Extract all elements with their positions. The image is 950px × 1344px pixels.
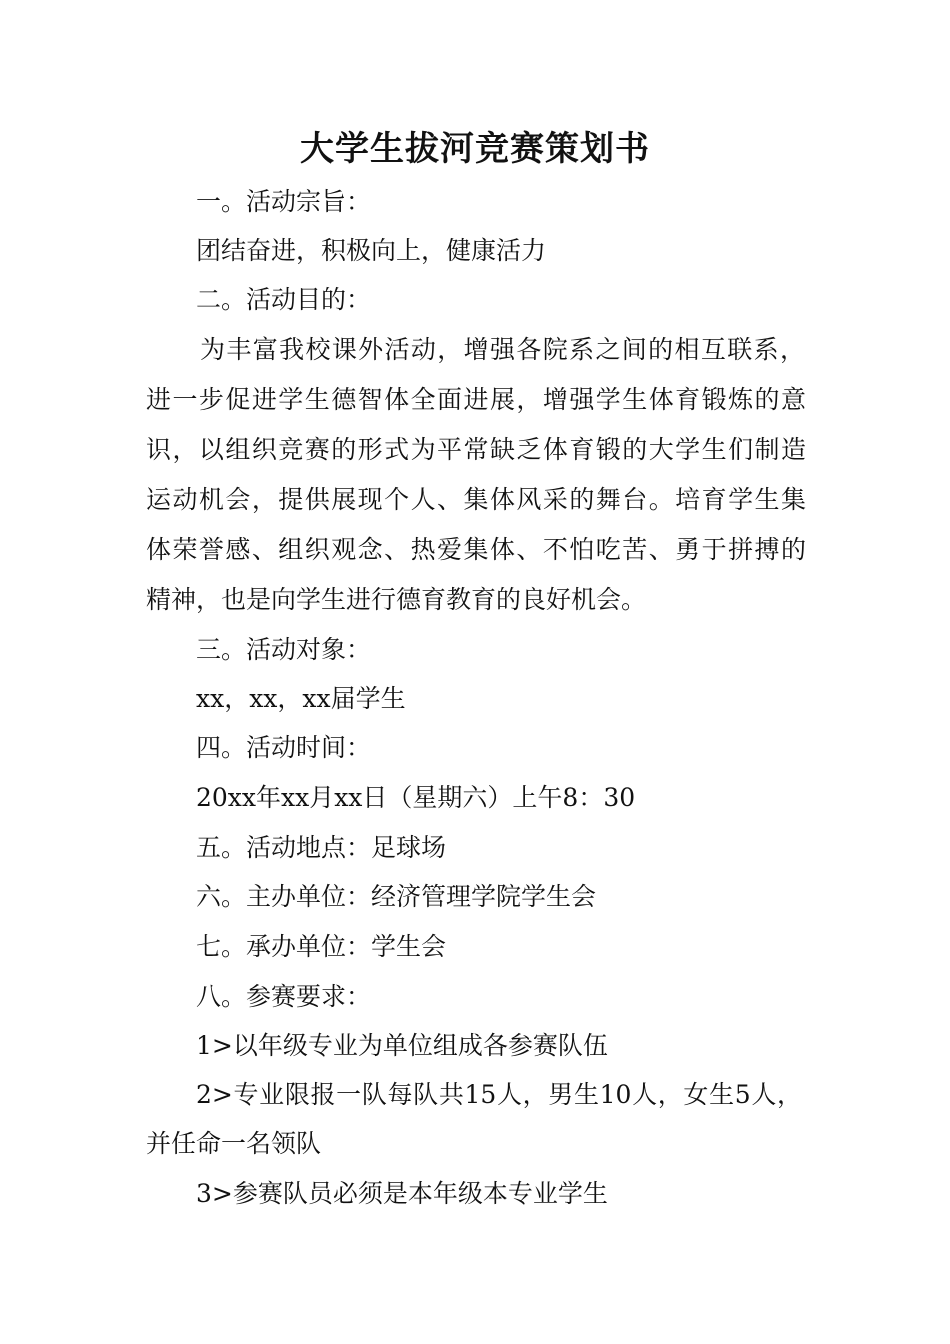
requirement-1: 1>以年级专业为单位组成各参赛队伍 — [196, 1031, 608, 1060]
purpose-text: 团结奋进，积极向上，健康活力 — [196, 236, 547, 265]
section-heading-time: 四。活动时间： — [196, 733, 372, 762]
goal-paragraph-line-3: 识，以组织竞赛的形式为平常缺乏体育锻的大学生们制造 — [146, 435, 806, 464]
goal-paragraph-line-2: 进一步促进学生德智体全面进展，增强学生体育锻炼的意 — [146, 385, 806, 414]
section-heading-participants: 三。活动对象： — [196, 635, 372, 664]
section-heading-purpose: 一。活动宗旨： — [196, 187, 372, 216]
section-host: 六。主办单位：经济管理学院学生会 — [196, 882, 597, 911]
time-text: 20xx年xx月xx日（星期六）上午8：30 — [196, 783, 636, 812]
requirement-2-line-2: 并任命一名领队 — [146, 1129, 322, 1158]
goal-paragraph-line-4: 运动机会，提供展现个人、集体风采的舞台。培育学生集 — [146, 485, 806, 514]
goal-paragraph-line-5: 体荣誉感、组织观念、热爱集体、不怕吃苦、勇于拼搏的 — [146, 535, 806, 564]
section-location: 五。活动地点：足球场 — [196, 833, 447, 862]
goal-paragraph-line-6: 精神，也是向学生进行德育教育的良好机会。 — [146, 585, 647, 614]
document-title: 大学生拔河竞赛策划书 — [300, 129, 650, 169]
requirement-2-line-1: 2>专业限报一队每队共15人，男生10人，女生5人， — [196, 1080, 802, 1109]
section-heading-requirements: 八。参赛要求： — [196, 982, 372, 1011]
requirement-3: 3>参赛队员必须是本年级本专业学生 — [196, 1179, 608, 1208]
goal-paragraph-line-1: 为丰富我校课外活动，增强各院系之间的相互联系， — [200, 335, 805, 364]
participants-text: xx，xx，xx届学生 — [196, 684, 406, 713]
section-organizer: 七。承办单位：学生会 — [196, 932, 447, 961]
section-heading-goal: 二。活动目的： — [196, 285, 372, 314]
